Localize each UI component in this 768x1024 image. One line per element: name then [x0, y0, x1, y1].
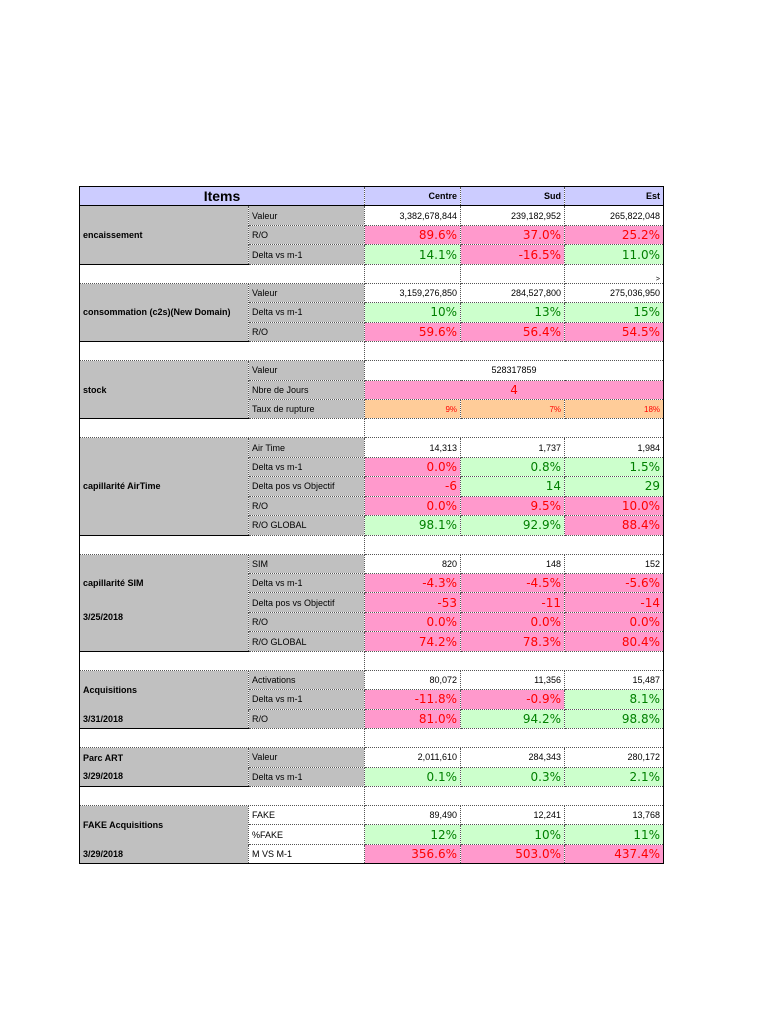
cell-centre: 89,490 — [365, 805, 461, 824]
cell-est: 88.4% — [565, 516, 664, 535]
cell-sud: 9.5% — [461, 496, 565, 515]
cell-est: 275,036,950 — [565, 283, 664, 302]
cell-est: -5.6% — [565, 574, 664, 593]
cell-centre: 0.0% — [365, 496, 461, 515]
cell-sud: 13% — [461, 303, 565, 322]
cell-centre: 80,072 — [365, 670, 461, 689]
cell-stock-jours: 4 — [365, 380, 664, 399]
table-row — [80, 361, 664, 380]
table-row — [80, 748, 664, 767]
cell-centre: 0.0% — [365, 612, 461, 631]
table-row — [80, 612, 664, 631]
cell-centre: 14,313 — [365, 438, 461, 457]
table-row — [80, 805, 664, 824]
row-label: SIM — [249, 554, 365, 573]
row-label: Delta vs m-1 — [249, 690, 365, 709]
row-label: FAKE — [249, 805, 365, 824]
cell-sud: 148 — [461, 554, 565, 573]
cell-centre: 98.1% — [365, 516, 461, 535]
row-label: R/O — [249, 612, 365, 631]
cell-est: 15% — [565, 303, 664, 322]
cell-est: 8.1% — [565, 690, 664, 709]
cell-sud: 239,182,952 — [461, 206, 565, 225]
table-row — [80, 844, 664, 863]
table-row — [80, 206, 664, 225]
cell-est: 265,822,048 — [565, 206, 664, 225]
group-parc-date: 3/29/2018 — [80, 767, 249, 786]
cell-sud: -11 — [461, 593, 565, 612]
cell-est: 80.4% — [565, 632, 664, 651]
group-stock: stock — [80, 361, 249, 419]
cell-centre: -11.8% — [365, 690, 461, 709]
cell-sud: 1,737 — [461, 438, 565, 457]
cell-centre: 2,011,610 — [365, 748, 461, 767]
cell-stock-valeur: 528317859 — [365, 361, 664, 380]
group-parc: Parc ART — [80, 748, 249, 767]
cell-centre: 356.6% — [365, 844, 461, 863]
cell-centre: 820 — [365, 554, 461, 573]
row-label: Delta vs m-1 — [249, 303, 365, 322]
header-centre: Centre — [365, 187, 461, 206]
table-row — [80, 767, 664, 786]
cell-sud: 284,343 — [461, 748, 565, 767]
cell-est: 54.5% — [565, 322, 664, 341]
cell-sud: 0.8% — [461, 457, 565, 476]
cell-sud: 0.3% — [461, 767, 565, 786]
group-acquisitions: Acquisitions — [80, 670, 249, 709]
cell-centre: 12% — [365, 825, 461, 844]
row-label: R/O — [249, 225, 365, 244]
cell-est: 98.8% — [565, 709, 664, 728]
group-encaissement: encaissement — [80, 206, 249, 264]
cell-est: 152 — [565, 554, 664, 573]
cell-centre: 81.0% — [365, 709, 461, 728]
cell-sud: 12,241 — [461, 805, 565, 824]
cell-est: 280,172 — [565, 748, 664, 767]
cell-sud: -16.5% — [461, 245, 565, 264]
row-label: Activations — [249, 670, 365, 689]
spacer-row — [80, 786, 664, 805]
cell-est: -14 — [565, 593, 664, 612]
cell-sud: 92.9% — [461, 516, 565, 535]
cell-centre: 10% — [365, 303, 461, 322]
cell-est: 13,768 — [565, 805, 664, 824]
cell-centre: 59.6% — [365, 322, 461, 341]
cell-sud: 7% — [461, 399, 565, 418]
cell-est: 15,487 — [565, 670, 664, 689]
cell-sud: 14 — [461, 477, 565, 496]
row-label: Valeur — [249, 206, 365, 225]
cell-est: 11.0% — [565, 245, 664, 264]
spacer-row — [80, 535, 664, 554]
row-label: Valeur — [249, 748, 365, 767]
cell-centre: -53 — [365, 593, 461, 612]
cell-sud: -0.9% — [461, 690, 565, 709]
group-fake-date: 3/29/2018 — [80, 844, 249, 863]
cell-sud: 11,356 — [461, 670, 565, 689]
cell-centre: 3,159,276,850 — [365, 283, 461, 302]
cell-centre: 0.0% — [365, 457, 461, 476]
cell-est: 29 — [565, 477, 664, 496]
cell-est: 1,984 — [565, 438, 664, 457]
cell-centre: 74.2% — [365, 632, 461, 651]
row-label: R/O — [249, 709, 365, 728]
cell-est: 11% — [565, 825, 664, 844]
header-est: Est — [565, 187, 664, 206]
table-row — [80, 554, 664, 573]
cell-centre: 14.1% — [365, 245, 461, 264]
cell-sud: 37.0% — [461, 225, 565, 244]
row-label: M VS M-1 — [249, 844, 365, 863]
row-label: R/O — [249, 496, 365, 515]
row-label: %FAKE — [249, 825, 365, 844]
cell-sud: 78.3% — [461, 632, 565, 651]
cell-centre: 0.1% — [365, 767, 461, 786]
cell-sud: -4.5% — [461, 574, 565, 593]
cell-centre: 3,382,678,844 — [365, 206, 461, 225]
table-row — [80, 283, 664, 302]
row-label: Valeur — [249, 361, 365, 380]
spacer-row — [80, 419, 664, 438]
cell-centre: 9% — [365, 399, 461, 418]
table-row — [80, 438, 664, 457]
kpi-table — [79, 186, 664, 864]
cell-sud: 56.4% — [461, 322, 565, 341]
cell-est: 25.2% — [565, 225, 664, 244]
row-label: R/O GLOBAL — [249, 516, 365, 535]
row-label: R/O — [249, 322, 365, 341]
header-items: Items — [80, 187, 365, 206]
cell-est: 10.0% — [565, 496, 664, 515]
cell-centre: -6 — [365, 477, 461, 496]
row-label: Delta vs m-1 — [249, 574, 365, 593]
row-label: Delta vs m-1 — [249, 457, 365, 476]
table-row — [80, 709, 664, 728]
row-label: Valeur — [249, 283, 365, 302]
row-label: Delta pos vs Objectif — [249, 593, 365, 612]
header-row — [80, 187, 664, 206]
table-row — [80, 670, 664, 689]
row-label: Delta vs m-1 — [249, 767, 365, 786]
group-airtime: capillarité AirTime — [80, 438, 249, 535]
stray-mark: > — [565, 264, 664, 283]
row-label: Delta vs m-1 — [249, 245, 365, 264]
cell-est: 2.1% — [565, 767, 664, 786]
cell-est: 0.0% — [565, 612, 664, 631]
group-sim-date: 3/25/2018 — [80, 612, 249, 651]
group-sim: capillarité SIM — [80, 554, 249, 612]
cell-centre: 89.6% — [365, 225, 461, 244]
group-acquisitions-date: 3/31/2018 — [80, 709, 249, 728]
spacer-row — [80, 729, 664, 748]
cell-centre: -4.3% — [365, 574, 461, 593]
spacer-row — [80, 342, 664, 361]
row-label: Delta pos vs Objectif — [249, 477, 365, 496]
cell-sud: 0.0% — [461, 612, 565, 631]
row-label: Nbre de Jours — [249, 380, 365, 399]
cell-est: 18% — [565, 399, 664, 418]
header-sud: Sud — [461, 187, 565, 206]
row-label: R/O GLOBAL — [249, 632, 365, 651]
cell-sud: 10% — [461, 825, 565, 844]
cell-est: 437.4% — [565, 844, 664, 863]
cell-sud: 284,527,800 — [461, 283, 565, 302]
spacer-row — [80, 264, 664, 283]
cell-est: 1.5% — [565, 457, 664, 476]
group-consommation: consommation (c2s)(New Domain) — [80, 283, 249, 341]
row-label: Air Time — [249, 438, 365, 457]
cell-sud: 503.0% — [461, 844, 565, 863]
cell-sud: 94.2% — [461, 709, 565, 728]
spacer-row — [80, 651, 664, 670]
group-fake: FAKE Acquisitions — [80, 805, 249, 844]
row-label: Taux de rupture — [249, 399, 365, 418]
